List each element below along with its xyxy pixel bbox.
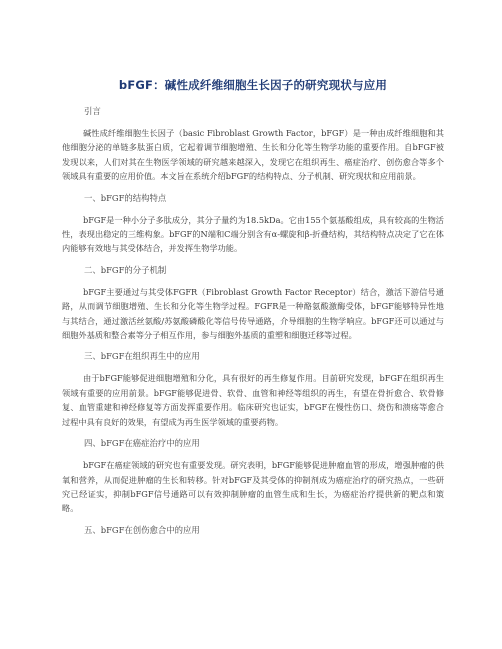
section-heading: 二、bFGF的分子机制 bbox=[84, 264, 167, 275]
section-heading: 一、bFGF的结构特点 bbox=[84, 192, 167, 203]
section-paragraph: 由于bFGF能够促进细胞增殖和分化，具有很好的再生修复作用。目前研究发现，bFGF在组织再生领域有重要的应用前景。bFGF能够促进骨、软骨、血管和神经等组织的再生，有望在骨折愈合、软骨修复、血管重建和神经修复等方面发挥重要作用。临床研究也证实，bFGF在慢性伤口、烧伤和溃疡等愈合过程中具有良好的效果，有望成为再生医学领域的重要药物。 bbox=[62, 373, 444, 427]
section-structure bbox=[62, 193, 444, 256]
section-cancer bbox=[62, 438, 444, 516]
section-paragraph: bFGF在癌症领域的研究也有重要发现。研究表明，bFGF能够促进肿瘤血管的形成，增强肿瘤的供氧和营养，从而促进肿瘤的生长和转移。针对bFGF及其受体的抑制剂成为癌症治疗的研究热点，一些研究已经证实，抑制bFGF信号通路可以有效抑制肿瘤的血管生成和生长，为癌症治疗提供新的靶点和策略。 bbox=[62, 460, 444, 514]
section-paragraph: bFGF主要通过与其受体FGFR（Fibroblast Growth Factor Receptor）结合，激活下游信号通路，从而调节细胞增殖、生长和分化等生物学过程。FGFR是一种酪氨酸激酶受体，bFGF能够特异性地与其结合，通过激活丝氨酸/苏氨酸磷酸化等信号传导通路，介导细胞的生物学响应。bFGF还可以通过与细胞外基质和整合素等分子相互作用，参与细胞外基质的重塑和细胞迁移等过程。 bbox=[62, 286, 444, 341]
section-regeneration bbox=[62, 351, 444, 429]
section-heading: 引言 bbox=[84, 106, 101, 116]
section-paragraph: 碱性成纤维细胞生长因子（basic Fibroblast Growth Factor，bFGF）是一种由成纤维细胞和其他细胞分泌的单链多肽蛋白质，它起着调节细胞增殖、生长和分化等生物学功能的重要作用。自bFGF被发现以来，人们对其在生物医学领域的研究越来越深入，发现它在组织再生、癌症治疗、创伤愈合等多个领域具有重要的应用价值。本文旨在系统介绍bFGF的结构特点、分子机制、研究现状和应用前景。 bbox=[62, 128, 444, 182]
section-heading: 五、bFGF在创伤愈合中的应用 bbox=[84, 524, 200, 535]
section-heading: 四、bFGF在癌症治疗中的应用 bbox=[84, 438, 200, 449]
section-intro bbox=[62, 106, 444, 184]
section-mechanism bbox=[62, 265, 444, 343]
document-title: bFGF：碱性成纤维细胞生长因子的研究现状与应用 bbox=[118, 78, 388, 92]
section-paragraph: bFGF是一种小分子多肽成分，其分子量约为18.5kDa。它由155个氨基酸组成，具有较高的生物活性，表现出稳定的三维构象。bFGF的N端和C端分别含有α-螺旋和β-折叠结构，其结构特点决定了它在体内能够有效地与其受体结合，并发挥生物学功能。 bbox=[62, 214, 444, 254]
section-heading: 三、bFGF在组织再生中的应用 bbox=[84, 351, 200, 362]
section-wound-healing bbox=[62, 525, 444, 536]
